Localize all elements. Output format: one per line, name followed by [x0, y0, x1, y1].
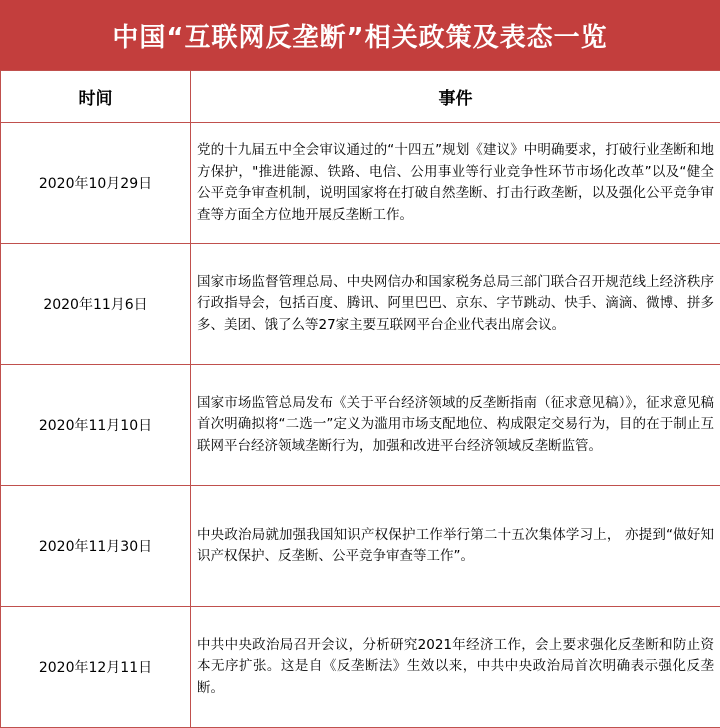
row-date: 2020年11月10日 — [1, 365, 191, 486]
table-row — [1, 486, 720, 607]
column-header-time: 时间 — [1, 71, 191, 123]
table-row — [1, 123, 720, 244]
table-header-row — [1, 71, 720, 123]
column-header-event: 事件 — [191, 71, 720, 123]
row-date: 2020年11月30日 — [1, 486, 191, 607]
row-event: 中共中央政治局召开会议，分析研究2021年经济工作，会上要求强化反垄断和防止资本无序扩张。这是自《反垄断法》生效以来，中共中央政治局首次明确表示强化反垄断。 — [191, 607, 720, 728]
table-row — [1, 244, 720, 365]
row-event: 国家市场监督管理总局、中央网信办和国家税务总局三部门联合召开规范线上经济秩序行政指导会，包括百度、腾讯、阿里巴巴、京东、字节跳动、快手、滴滴、微博、拼多多、美团、饿了么等27家主要互联网平台企业代表出席会议。 — [191, 244, 720, 365]
row-date: 2020年12月11日 — [1, 607, 191, 728]
row-date: 2020年10月29日 — [1, 123, 191, 244]
page-title: 中国“互联网反垄断”相关政策及表态一览 — [0, 0, 720, 70]
row-event: 国家市场监管总局发布《关于平台经济领域的反垄断指南（征求意见稿）》，征求意见稿首次明确拟将“二选一”定义为滥用市场支配地位、构成限定交易行为，目的在于制止互联网平台经济领域垄断行为，加强和改进平台经济领域反垄断监管。 — [191, 365, 720, 486]
row-date: 2020年11月6日 — [1, 244, 191, 365]
row-event: 中央政治局就加强我国知识产权保护工作举行第二十五次集体学习上， 亦提到“做好知识产权保护、反垄断、公平竞争审查等工作”。 — [191, 486, 720, 607]
row-event: 党的十九届五中全会审议通过的“十四五”规划《建议》中明确要求，打破行业垄断和地方保护，"推进能源、铁路、电信、公用事业等行业竞争性环节市场化改革”以及“健全公平竞争审查机制，说明国家将在打破自然垄断、打击行政垄断，以及强化公平竞争审查等方面全方位地开展反垄断工作。 — [191, 123, 720, 244]
table-row — [1, 365, 720, 486]
table-row — [1, 607, 720, 728]
policy-table — [0, 70, 720, 728]
